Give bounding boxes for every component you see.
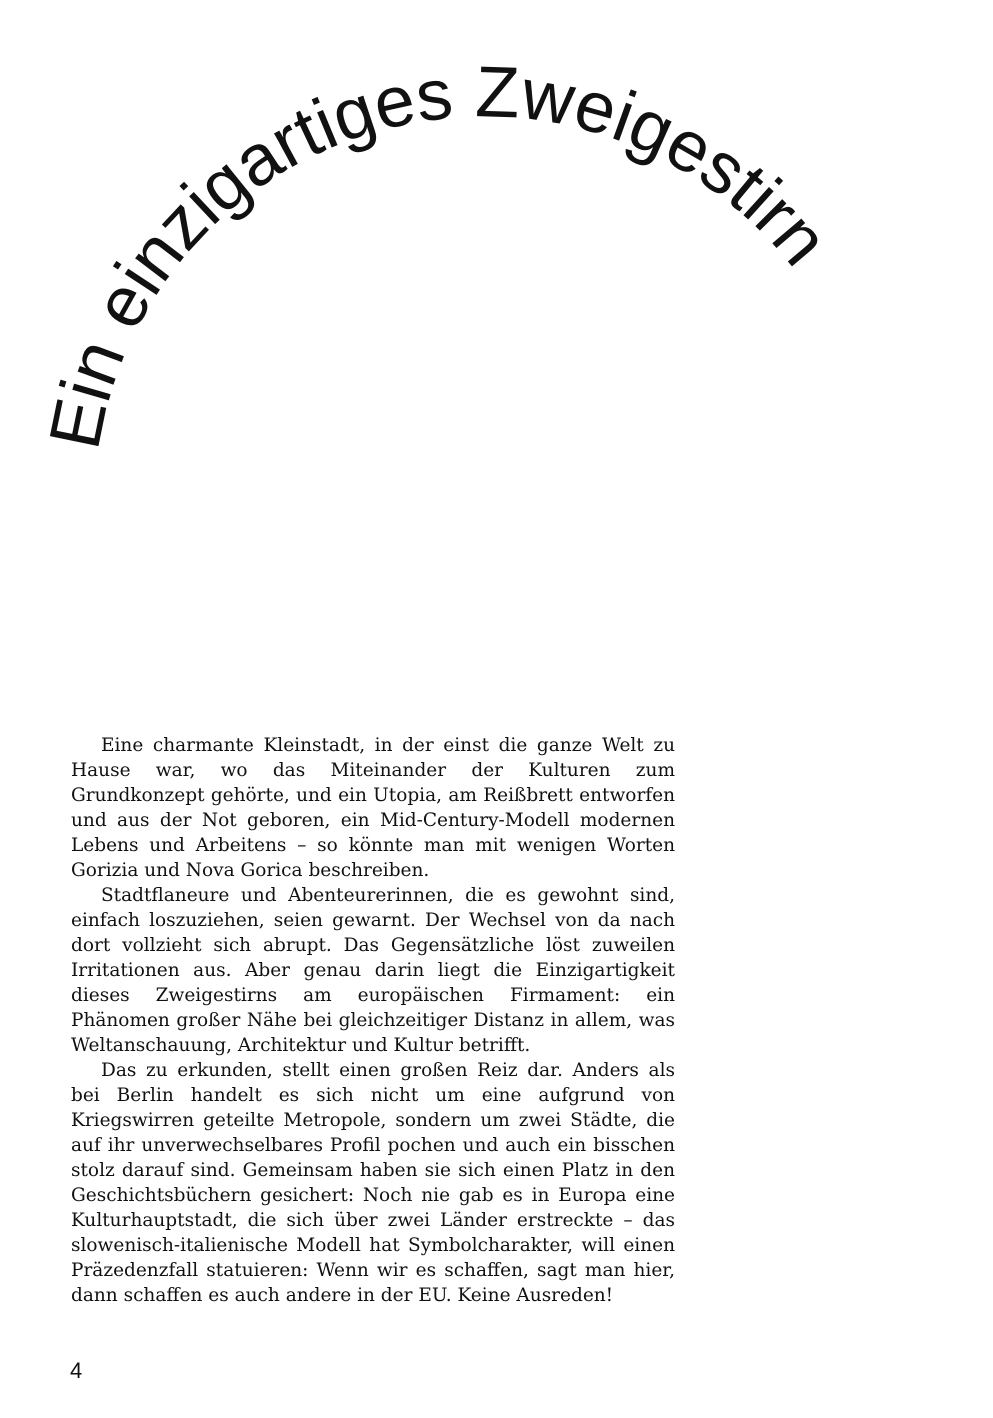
arc-title [0,0,993,560]
page-title-path: Ein einzigartiges Zweigestirn [34,52,844,456]
page-number: 4 [70,1358,83,1383]
body-text [71,733,675,1308]
paragraph-3: Das zu erkunden, stellt einen großen Reiz dar. Anders als bei Berlin handelt es sich nicht um eine aufgrund von Kriegswirren geteilte Metropole, sondern um zwei Städte, die auf ihr unverwechselbares Profil pochen und auch ein bisschen stolz darauf sind. Gemeinsam haben sie sich einen Platz in den Geschichtsbüchern gesichert: Noch nie gab es in Europa eine Kulturhauptstadt, die sich über zwei Länder erstreckte – das slowenisch-italienische Modell hat Symbolcharakter, will einen Präzedenzfall statuieren: Wenn wir es schaffen, sagt man hier, dann schaffen es auch andere in der EU. Keine Ausreden! [71,1060,675,1306]
paragraph-2: Stadtflaneure und Abenteurerinnen, die es gewohnt sind, einfach loszuziehen, seien gewarnt. Der Wechsel von da nach dort vollzieht sich abrupt. Das Gegensätzliche löst zuweilen Irritationen aus. Aber genau darin liegt die Einzigartigkeit dieses Zweigestirns am europäischen Firmament: ein Phänomen großer Nähe bei gleichzeitiger Distanz in allem, was Weltanschauung, Architektur und Kultur betrifft. [71,885,675,1056]
paragraph-1: Eine charmante Kleinstadt, in der einst die ganze Welt zu Hause war, wo das Miteinander der Kulturen zum Grundkonzept gehörte, und ein Utopia, am Reißbrett entworfen und aus der Not geboren, ein Mid-Century-Modell modernen Lebens und Arbeitens – so könnte man mit wenigen Worten Gorizia und Nova Gorica beschreiben. [71,735,675,881]
page-title [35,52,844,455]
